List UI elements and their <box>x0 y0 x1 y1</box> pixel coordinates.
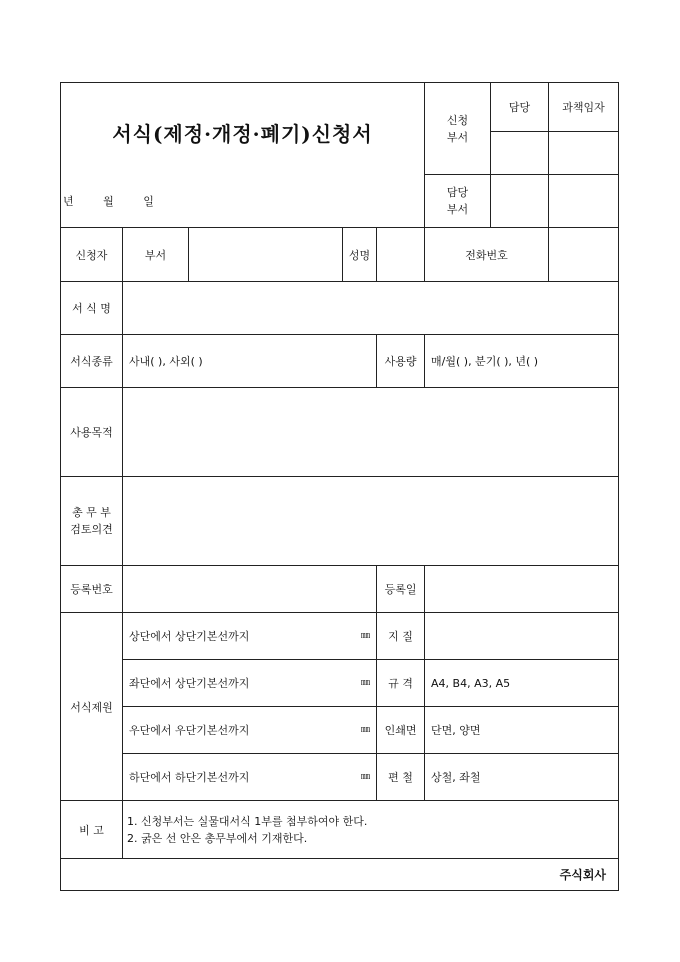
dept-field[interactable] <box>189 228 343 282</box>
spec-margin-text: 하단에서 하단기본선까지 <box>129 771 250 784</box>
date-line <box>61 175 425 228</box>
mm-unit: ㎜ <box>360 725 370 735</box>
form-title: 서식(제정·개정·폐기)신청서 <box>61 83 425 175</box>
resp-sign-staff[interactable] <box>491 175 549 228</box>
sign-box-staff[interactable] <box>491 132 549 175</box>
responsible-dept-label: 담당 부서 <box>425 175 491 228</box>
resp-sign-manager[interactable] <box>549 175 619 228</box>
registration-date-field[interactable] <box>425 566 619 613</box>
review-label: 총 무 부 검토의견 <box>61 477 123 566</box>
request-dept-label: 신청 부서 <box>425 83 491 175</box>
mm-unit: ㎜ <box>360 631 370 641</box>
approval-col-staff: 담당 <box>491 83 549 132</box>
spec-margin-text: 좌단에서 상단기본선까지 <box>129 677 250 690</box>
phone-label: 전화번호 <box>425 228 549 282</box>
spec-value-paper[interactable] <box>425 613 619 660</box>
registration-date-label: 등록일 <box>377 566 425 613</box>
date-year: 년 <box>63 194 74 208</box>
spec-margin-top <box>123 613 377 660</box>
application-form <box>60 82 618 891</box>
registration-number-field[interactable] <box>123 566 377 613</box>
purpose-field[interactable] <box>123 388 619 477</box>
dept-label: 부서 <box>123 228 189 282</box>
form-type-value[interactable]: 사내( ), 사외( ) <box>123 335 377 388</box>
spec-key-paper: 지 질 <box>377 613 425 660</box>
spec-margin-right <box>123 707 377 754</box>
review-field[interactable] <box>123 477 619 566</box>
sign-box-manager[interactable] <box>549 132 619 175</box>
specs-label: 서식제원 <box>61 613 123 801</box>
company-name: 주식회사 <box>61 859 619 891</box>
spec-value-size[interactable]: A4, B4, A3, A5 <box>425 660 619 707</box>
spec-value-binding[interactable]: 상철, 좌철 <box>425 754 619 801</box>
spec-margin-text: 우단에서 우단기본선까지 <box>129 724 250 737</box>
spec-margin-left <box>123 660 377 707</box>
date-day: 일 <box>143 194 154 208</box>
form-table <box>60 82 619 891</box>
mm-unit: ㎜ <box>360 678 370 688</box>
usage-value[interactable]: 매/월( ), 분기( ), 년( ) <box>425 335 619 388</box>
spec-margin-text: 상단에서 상단기본선까지 <box>129 630 250 643</box>
name-label: 성명 <box>343 228 377 282</box>
applicant-label: 신청자 <box>61 228 123 282</box>
usage-label: 사용량 <box>377 335 425 388</box>
form-name-label: 서 식 명 <box>61 282 123 335</box>
phone-field[interactable] <box>549 228 619 282</box>
spec-margin-bottom <box>123 754 377 801</box>
name-field[interactable] <box>377 228 425 282</box>
spec-value-print[interactable]: 단면, 양면 <box>425 707 619 754</box>
purpose-label: 사용목적 <box>61 388 123 477</box>
registration-number-label: 등록번호 <box>61 566 123 613</box>
remark-line-1: 1. 신청부서는 실물대서식 1부를 첨부하여야 한다. <box>127 814 368 828</box>
approval-col-manager: 과책임자 <box>549 83 619 132</box>
form-name-field[interactable] <box>123 282 619 335</box>
mm-unit: ㎜ <box>360 772 370 782</box>
remarks-label: 비 고 <box>61 801 123 859</box>
spec-key-size: 규 격 <box>377 660 425 707</box>
date-month: 월 <box>103 194 114 208</box>
remark-line-2: 2. 굵은 선 안은 총무부에서 기재한다. <box>127 831 308 845</box>
form-type-label: 서식종류 <box>61 335 123 388</box>
spec-key-print: 인쇄면 <box>377 707 425 754</box>
spec-key-binding: 편 철 <box>377 754 425 801</box>
remarks-content <box>123 801 619 859</box>
